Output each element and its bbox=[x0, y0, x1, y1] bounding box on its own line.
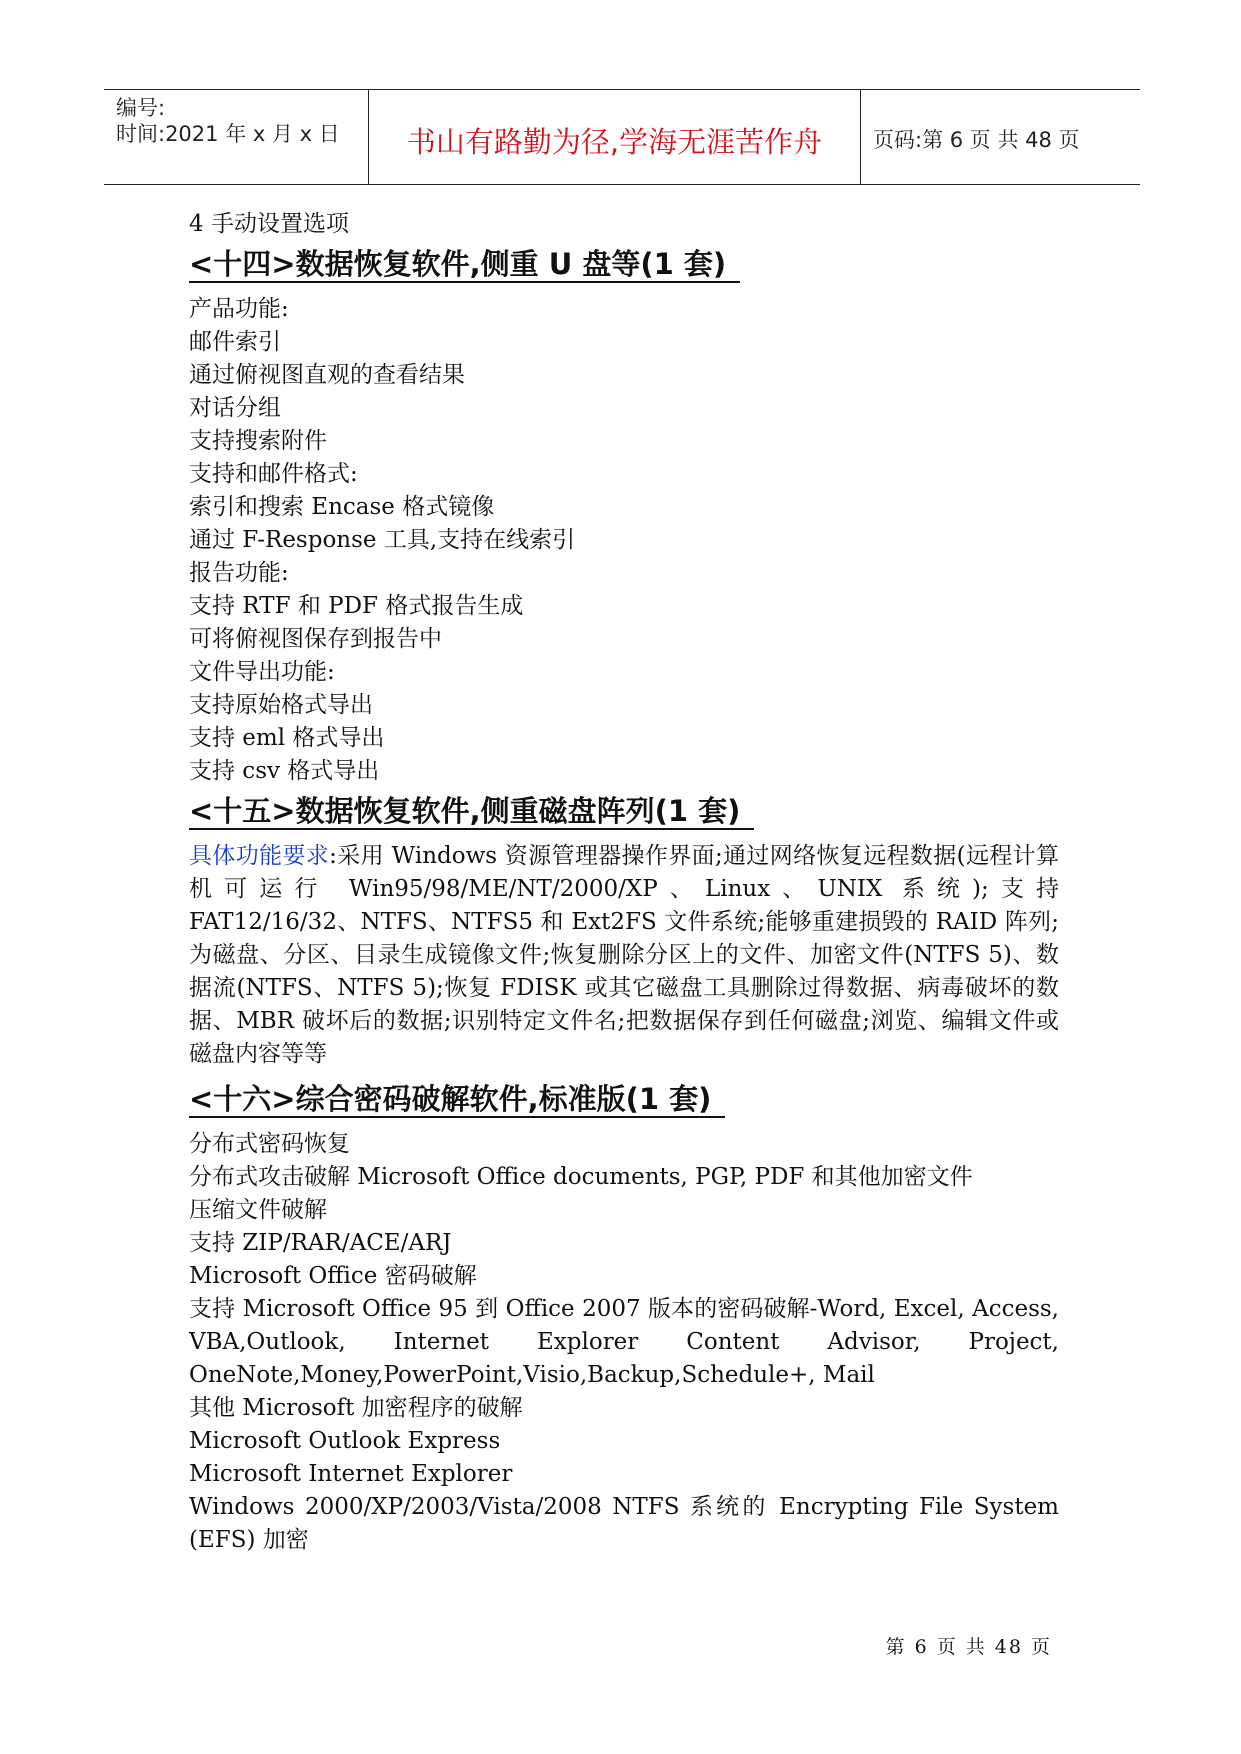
list-item: 压缩文件破解 bbox=[189, 1197, 327, 1223]
intro-line: 4 手动设置选项 bbox=[189, 211, 349, 237]
list-item: 可将俯视图保存到报告中 bbox=[189, 626, 442, 652]
section-title-15: <十五>数据恢复软件,侧重磁盘阵列(1 套) bbox=[189, 791, 1059, 831]
section-16-lines bbox=[189, 1128, 1059, 1557]
list-item: Microsoft Outlook Express bbox=[189, 1428, 501, 1454]
page-header bbox=[104, 89, 1140, 185]
header-meta-cell bbox=[104, 90, 369, 184]
office-versions-paragraph: 支持 Microsoft Office 95 到 Office 2007 版本的密码破解-Word, Excel, Access, VBA,Outlook, Internet Explorer Content Advisor, Project, OneNote,Money,PowerPoint,Visio,Backup,Schedule+, Mail bbox=[189, 1296, 1059, 1388]
list-item: 支持 ZIP/RAR/ACE/ARJ bbox=[189, 1230, 452, 1256]
header-page-cell bbox=[861, 90, 1140, 184]
document-time-label: 时间:2021 年 x 月 x 日 bbox=[116, 122, 340, 146]
list-item: 支持和邮件格式: bbox=[189, 461, 358, 487]
section-14-lines bbox=[189, 293, 1059, 788]
list-item: 支持 csv 格式导出 bbox=[189, 758, 380, 784]
header-page-info: 页码:第 6 页 共 48 页 bbox=[873, 128, 1080, 152]
list-item: 分布式密码恢复 bbox=[189, 1131, 350, 1157]
page-footer: 第 6 页 共 48 页 bbox=[885, 1636, 1052, 1658]
list-item: 报告功能: bbox=[189, 560, 289, 586]
list-item: 支持 RTF 和 PDF 格式报告生成 bbox=[189, 593, 524, 619]
list-item: 文件导出功能: bbox=[189, 659, 335, 685]
efs-paragraph: Windows 2000/XP/2003/Vista/2008 NTFS 系统的 Encrypting File System (EFS) 加密 bbox=[189, 1494, 1059, 1553]
list-item: 支持 eml 格式导出 bbox=[189, 725, 385, 751]
list-item: Microsoft Office 密码破解 bbox=[189, 1263, 477, 1289]
list-item: 支持原始格式导出 bbox=[189, 692, 373, 718]
list-item: 对话分组 bbox=[189, 395, 281, 421]
section-15-paragraph bbox=[189, 840, 1059, 1071]
list-item: 其他 Microsoft 加密程序的破解 bbox=[189, 1395, 523, 1421]
list-item: 邮件索引 bbox=[189, 329, 281, 355]
list-item: 索引和搜索 Encase 格式镜像 bbox=[189, 494, 495, 520]
list-item: 分布式攻击破解 Microsoft Office documents, PGP, PDF 和其他加密文件 bbox=[189, 1164, 973, 1190]
header-motto: 书山有路勤为径,学海无涯苦作舟 bbox=[406, 125, 823, 159]
section-title-16: <十六>综合密码破解软件,标准版(1 套) bbox=[189, 1079, 1059, 1119]
list-item: 支持搜索附件 bbox=[189, 428, 327, 454]
list-item: 通过 F-Response 工具,支持在线索引 bbox=[189, 527, 576, 553]
requirements-text: :采用 Windows 资源管理器操作界面;通过网络恢复远程数据(远程计算机可运行 Win95/98/ME/NT/2000/XP、Linux、UNIX 系统);支持 FAT12/16/32、NTFS、NTFS5 和 Ext2FS 文件系统;能够重建损毁的 RAID 阵列;为磁盘、分区、目录生成镜像文件;恢复删除分区上的文件、加密文件(NTFS 5)、数据流(NTFS、NTFS 5);恢复 FDISK 或其它磁盘工具删除过得数据、病毒破坏的数据、MBR 破坏后的数据;识别特定文件名;把数据保存到任何磁盘;浏览、编辑文件或磁盘内容等等 bbox=[189, 843, 1060, 1067]
list-item: 产品功能: bbox=[189, 296, 289, 322]
header-motto-cell bbox=[369, 90, 861, 184]
document-number-label: 编号: bbox=[116, 96, 166, 120]
list-item: Microsoft Internet Explorer bbox=[189, 1461, 513, 1487]
section-title-14: <十四>数据恢复软件,侧重 U 盘等(1 套) bbox=[189, 244, 1059, 284]
requirements-label: 具体功能要求 bbox=[189, 843, 330, 869]
document-body bbox=[189, 208, 1059, 1557]
list-item: 通过俯视图直观的查看结果 bbox=[189, 362, 465, 388]
